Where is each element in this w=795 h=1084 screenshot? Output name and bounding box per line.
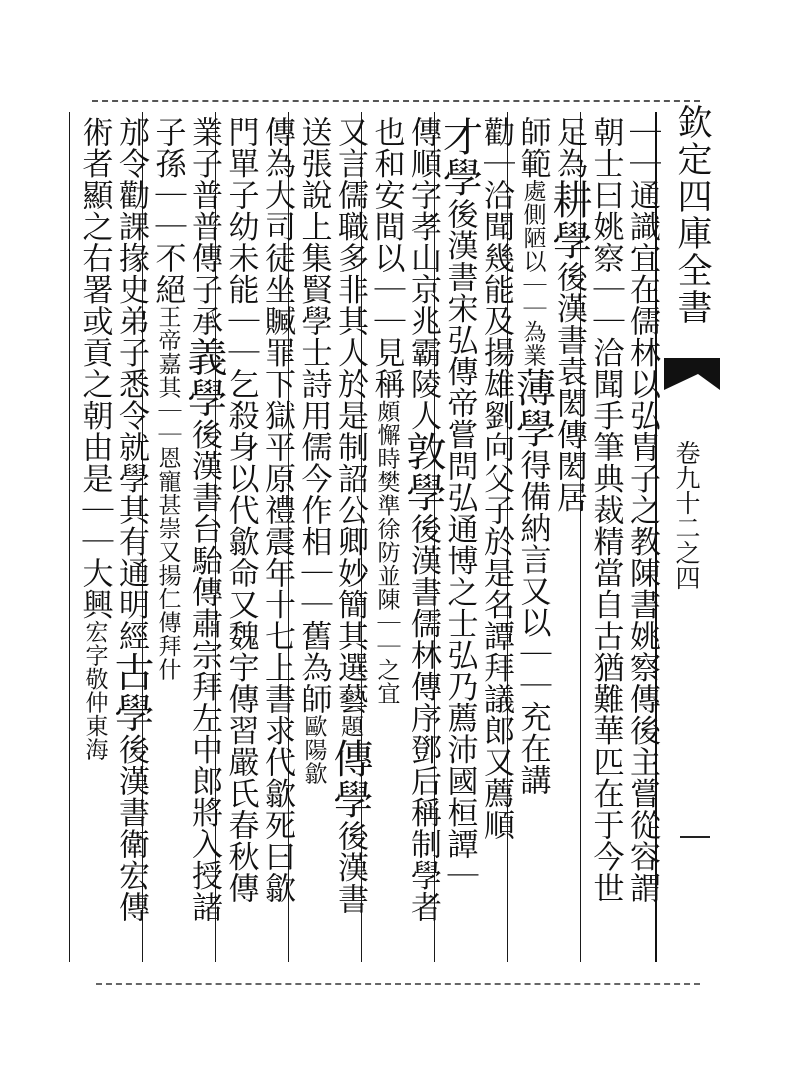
text-segment: 子孫｜｜不絕: [149, 116, 186, 305]
text-column: [148, 116, 188, 976]
text-segment: 後漢書: [332, 820, 368, 915]
text-segment: 頗懈時樊準徐防並陳｜｜之宜: [373, 399, 400, 705]
text-segment: 後漢書儒林傳序鄧后稱制學者: [405, 513, 441, 923]
section-heading: 義學: [181, 336, 227, 419]
column-rule: [69, 112, 70, 962]
header-title: 欽定四庫全書: [672, 104, 712, 326]
text-segment: 朝士曰姚察｜｜洽聞手筆典裁精當自古猶難華匹在于今世: [587, 116, 624, 904]
text-segment: 後漢書台駘傳肅宗拜左中郎將入授諸: [186, 418, 222, 923]
section-heading: 古學: [108, 651, 154, 734]
text-column: [108, 116, 154, 976]
text-segment: 傳順字孝山京兆霸陵人: [405, 116, 441, 431]
text-segment: 題: [337, 714, 363, 738]
text-segment: 後漢書衛宏傳: [113, 733, 149, 923]
text-segment: 又言儒職多非其人於是制詔公卿妙簡其選藝: [332, 116, 368, 715]
page-frame-top: [92, 100, 700, 102]
text-segment: 足為: [551, 116, 587, 179]
text-column: [546, 116, 592, 976]
text-column: [181, 116, 227, 976]
text-segment: 處側陋以｜｜為業: [519, 179, 546, 367]
text-segment: 得備納言又以｜｜充在講: [514, 449, 551, 796]
text-segment: 後漢書袁閎傳閎居: [551, 261, 587, 513]
page-frame-bottom: [96, 983, 700, 985]
text-segment: ｜｜通識宜在儒林以弘胄子之教陳書姚察傳後主嘗從容謂: [624, 116, 660, 904]
text-segment: 歐陽歙: [300, 714, 327, 785]
text-column: [221, 116, 261, 976]
section-heading: 才學: [436, 116, 483, 198]
section-heading: 敦學: [400, 431, 446, 513]
volume-number: 卷九十二之四: [672, 440, 701, 590]
text-column: [622, 116, 662, 976]
text-segment: 師範: [514, 116, 551, 179]
text-segment: 送張說上集賢學士詩用儒今作相｜｜舊為師: [295, 116, 332, 715]
text-segment: 勸: [478, 116, 514, 148]
section-heading: 傳學: [327, 738, 373, 820]
text-segment: 門單子幼未能｜｜乞殺身以代歙命又魏宇傳習嚴氏春秋傳: [222, 116, 259, 904]
text-column: [257, 116, 297, 976]
text-column: [367, 116, 407, 976]
text-segment: 邡令勸課掾史弟子悉令就學其有通明經: [113, 116, 149, 652]
text-segment: 傳為大司徒坐贓罪下獄平原禮震年十七上書求代歙死曰歙: [259, 116, 295, 904]
section-heading: 耕學: [546, 179, 592, 261]
text-segment: 也和安間以｜｜見稱: [368, 116, 405, 400]
text-column: [294, 116, 334, 976]
text-column: [509, 116, 556, 976]
text-segment: 後漢書宋弘傳帝嘗問弘通博之士弘乃薦沛國桓譚｜: [441, 198, 478, 891]
text-column: [476, 116, 516, 976]
text-column: [400, 116, 446, 976]
text-column: [327, 116, 373, 976]
margin-notch: [680, 836, 710, 838]
text-segment: ｜洽聞幾能及揚雄劉向父子於是名譚拜議郎又薦順: [478, 147, 514, 841]
text-segment: 術者顯之右署或貢之朝由是｜｜大興: [76, 116, 113, 620]
text-segment: 業子普普傳子承: [186, 116, 222, 337]
text-column: [436, 116, 483, 976]
fish-tail-icon: [662, 356, 722, 392]
text-column: [75, 116, 115, 976]
text-segment: 王帝嘉其｜｜恩寵甚崇又揚仁傳拜什: [154, 305, 181, 681]
text-segment: 宏字敬仲東海: [81, 620, 108, 761]
section-heading: 薄學: [509, 367, 556, 449]
